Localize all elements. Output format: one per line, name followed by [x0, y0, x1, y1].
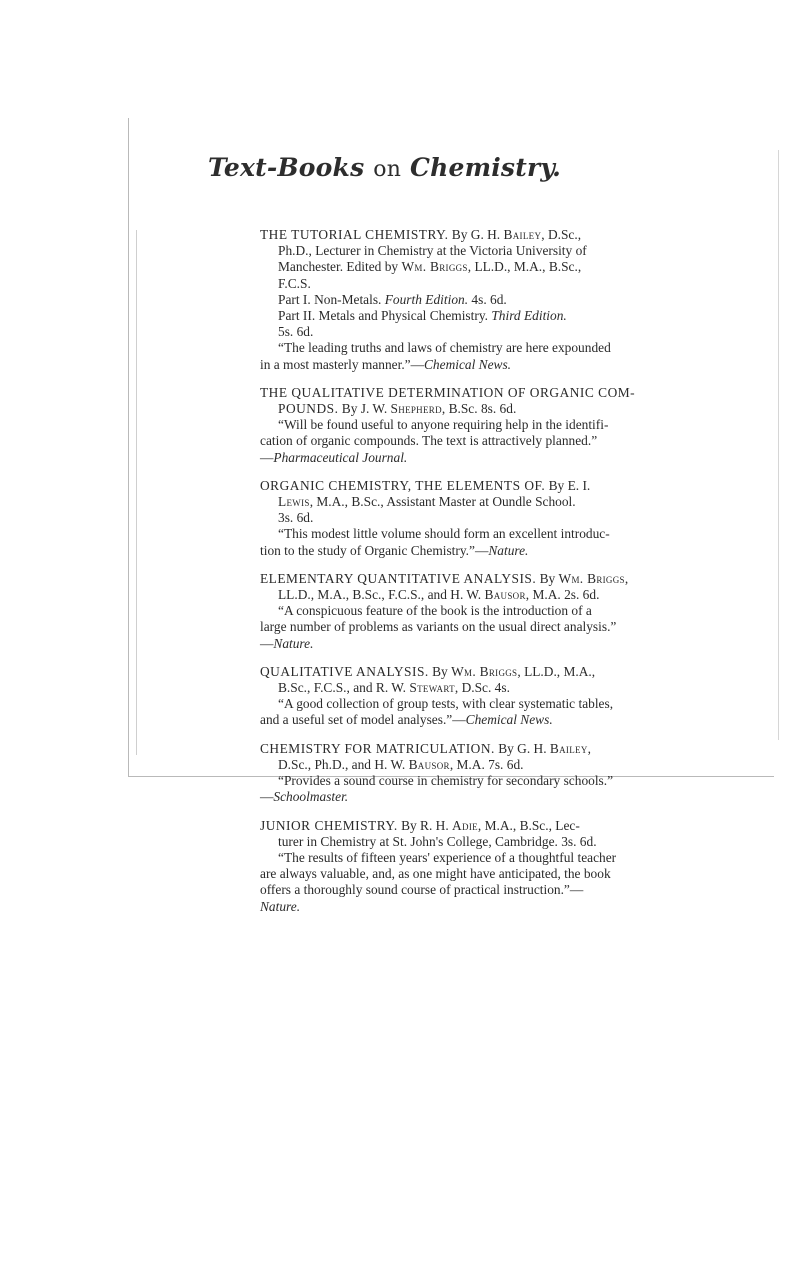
text-segment: By R. H. [397, 817, 453, 833]
entry-line [260, 450, 762, 466]
text-segment: , M.A. 7s. 6d. [449, 756, 524, 772]
text-segment: D.Sc., Ph.D., and H. W. [278, 756, 409, 772]
text-segment: cation of organic compounds. The text is attractively planned.” [260, 433, 598, 449]
entry-line [260, 510, 762, 526]
entry-line [260, 619, 762, 635]
book-entry [260, 478, 762, 559]
text-segment: POUNDS. [278, 401, 339, 417]
text-segment: “A conspicuous feature of the book is the introduction of a [278, 603, 592, 619]
text-segment: Nature. [260, 898, 301, 914]
text-segment: Stewart [409, 680, 455, 696]
text-segment: By G. H. [448, 227, 504, 242]
entry-line [260, 680, 762, 696]
entry-line [260, 603, 762, 619]
text-segment: CHEMISTRY FOR MATRICULATION. [260, 740, 495, 756]
text-segment: Bausor [408, 756, 450, 772]
text-segment: tion to the study of Organic Chemistry.”— [260, 542, 489, 558]
text-segment: Bailey [503, 227, 542, 242]
entry-line [260, 741, 762, 757]
entry-line [260, 664, 762, 680]
text-segment: , M.A., B.Sc., Assistant Master at Oundle School. [309, 494, 576, 510]
text-segment: , B.Sc. 8s. 6d. [441, 401, 517, 417]
entry-line [260, 850, 762, 866]
text-segment: — [260, 789, 274, 805]
text-segment: By [428, 663, 452, 679]
margin-rule [136, 230, 137, 755]
text-segment: Wm. Briggs [451, 663, 518, 679]
text-segment: Nature. [488, 542, 529, 558]
heading-connector: on [373, 157, 402, 182]
heading-main: Text-Books [208, 153, 365, 182]
text-segment: and a useful set of model analyses.”— [260, 712, 466, 728]
text-segment: “Provides a sound course in chemistry for secondary schools.” [278, 773, 614, 789]
entry-line [260, 696, 762, 712]
text-segment: — [260, 635, 274, 651]
entry-line [260, 494, 762, 510]
entry-line [260, 243, 762, 259]
heading-subject: Chemistry. [410, 153, 562, 182]
entry-line [260, 882, 762, 898]
text-segment: ORGANIC CHEMISTRY, THE ELEMENTS OF. [260, 477, 546, 493]
entry-line [260, 543, 762, 559]
text-segment: “A good collection of group tests, with clear systematic tables, [278, 696, 614, 712]
text-segment: By E. I. [545, 477, 591, 493]
book-entry [260, 741, 762, 806]
text-segment: By [536, 570, 559, 586]
text-segment: THE TUTORIAL CHEMISTRY. [260, 227, 449, 242]
text-segment: Third Edition. [491, 308, 567, 324]
text-segment: Chemical News. [424, 356, 512, 372]
book-entry [260, 227, 762, 373]
entry-line [260, 587, 762, 603]
entry-line [260, 866, 762, 882]
text-segment: , D.Sc. 4s. [454, 680, 510, 696]
text-segment: F.C.S. [278, 275, 311, 291]
text-segment: , M.A. 2s. 6d. [525, 587, 600, 603]
text-segment: LL.D., M.A., B.Sc., F.C.S., and H. W. [278, 587, 485, 603]
entry-line [260, 636, 762, 652]
entry-line [260, 899, 762, 915]
entry-line [260, 340, 762, 356]
book-entry [260, 664, 762, 729]
entry-line [260, 571, 762, 587]
entry-line [260, 357, 762, 373]
entry-line [260, 308, 762, 324]
text-segment: , [624, 570, 629, 586]
text-segment: , [587, 740, 591, 756]
text-segment: Lewis [278, 494, 310, 510]
entry-line [260, 818, 762, 834]
text-segment: 5s. 6d. [278, 324, 314, 340]
entry-line [260, 773, 762, 789]
text-segment: , D.Sc., [541, 227, 582, 242]
text-segment: Ph.D., Lecturer in Chemistry at the Victoria University of [278, 243, 587, 259]
entry-line [260, 292, 762, 308]
text-segment: Bausor [484, 587, 526, 603]
right-margin-rule [778, 150, 779, 740]
text-segment: Shepherd [390, 401, 442, 417]
entry-line [260, 757, 762, 773]
entry-line [260, 834, 762, 850]
entry-line [260, 417, 762, 433]
text-segment: Part II. Metals and Physical Chemistry. [278, 308, 492, 324]
text-segment: , LL.D., M.A., [517, 663, 596, 679]
entry-line [260, 276, 762, 292]
text-segment: Pharmaceutical Journal. [273, 449, 408, 465]
text-segment: Schoolmaster. [273, 789, 349, 805]
entry-line [260, 324, 762, 340]
text-segment: QUALITATIVE ANALYSIS. [260, 663, 429, 679]
text-segment: THE QUALITATIVE DETERMINATION OF ORGANIC COM- [260, 384, 636, 400]
book-entry [260, 385, 762, 466]
entry-line [260, 227, 762, 243]
text-segment: By J. W. [338, 401, 391, 417]
text-segment: — [260, 449, 274, 465]
text-segment: “This modest little volume should form an excellent introduc- [278, 526, 610, 542]
text-segment: Wm. Briggs [558, 570, 625, 586]
text-segment: By G. H. [494, 740, 550, 756]
text-segment: “The leading truths and laws of chemistry are here expounded [278, 340, 611, 356]
text-segment: Manchester. Edited by [278, 259, 402, 275]
text-segment: Wm. Briggs [401, 259, 468, 275]
text-segment: , M.A., B.Sc., Lec- [477, 817, 580, 833]
entry-line [260, 433, 762, 449]
text-segment: “The results of fifteen years' experience of a thoughtful teacher [278, 849, 617, 865]
text-segment: JUNIOR CHEMISTRY. [260, 817, 398, 833]
text-segment: Bailey [549, 740, 588, 756]
text-segment: Fourth Edition. [384, 291, 469, 307]
text-segment: Nature. [273, 635, 314, 651]
entry-line [260, 478, 762, 494]
page-heading [208, 153, 648, 182]
book-entry [260, 571, 762, 652]
text-segment: large number of problems as variants on the usual direct analysis.” [260, 619, 617, 635]
entry-line [260, 789, 762, 805]
text-segment: in a most masterly manner.”— [260, 356, 424, 372]
book-list [260, 227, 762, 927]
text-segment: , LL.D., M.A., B.Sc., [467, 259, 582, 275]
text-segment: are always valuable, and, as one might have anticipated, the book [260, 866, 611, 882]
entry-line [260, 712, 762, 728]
entry-line [260, 385, 762, 401]
text-segment: Chemical News. [465, 712, 553, 728]
text-segment: 4s. 6d. [468, 291, 507, 307]
book-entry [260, 818, 762, 915]
entry-line [260, 259, 762, 275]
entry-line [260, 401, 762, 417]
text-segment: offers a thoroughly sound course of practical instruction.”— [260, 882, 584, 898]
text-segment: turer in Chemistry at St. John's College, Cambridge. 3s. 6d. [278, 833, 597, 849]
text-segment: Adie [452, 817, 478, 833]
text-segment: B.Sc., F.C.S., and R. W. [278, 680, 410, 696]
text-segment: ELEMENTARY QUANTITATIVE ANALYSIS. [260, 570, 537, 586]
text-segment: Part I. Non-Metals. [278, 291, 385, 307]
text-segment: 3s. 6d. [278, 510, 314, 526]
entry-line [260, 526, 762, 542]
text-segment: “Will be found useful to anyone requiring help in the identifi- [278, 417, 609, 433]
